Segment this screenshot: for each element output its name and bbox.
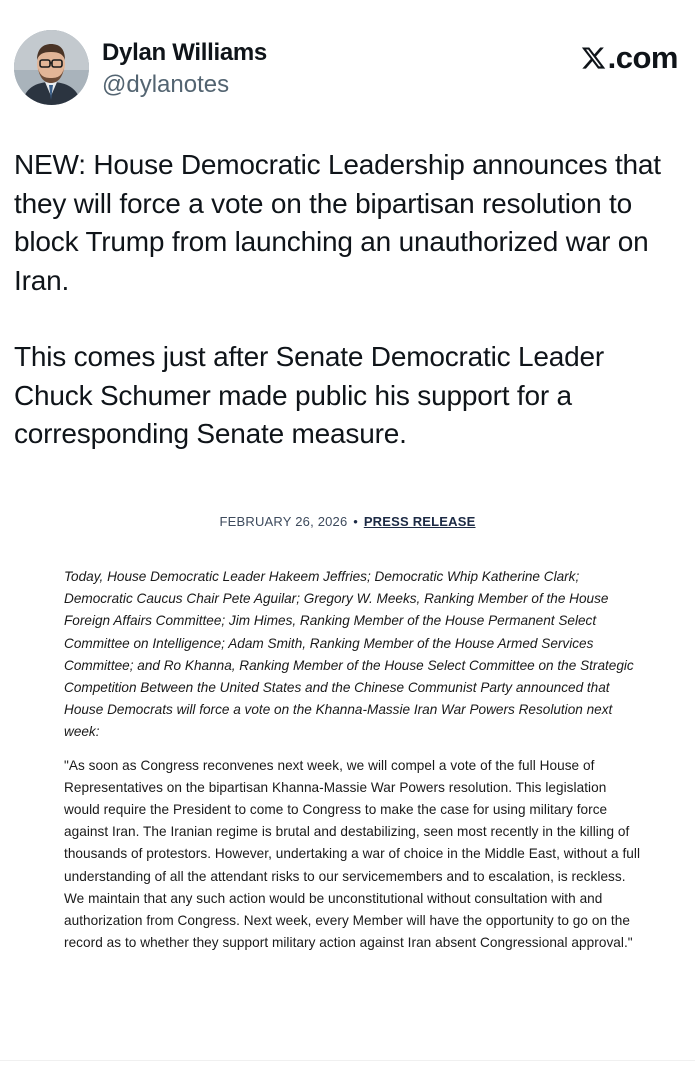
press-body: [64, 566, 644, 954]
author-handle[interactable]: @dylanotes: [102, 71, 230, 98]
press-intro: Today, House Democratic Leader Hakeem Jeffries; Democratic Whip Katherine Clark; Democratic Caucus Chair Pete Aguilar; Gregory W. Meeks, Ranking Member of the House Foreign Affairs Committee; Jim Himes, Ranking Member of the House Permanent Select Committee on Intelligence; Adam Smith, Ranking Member of the House Armed Services Committee; and Ro Khanna, Ranking Member of the House Select Committee on the Strategic Competition Between the United States and the Chinese Communist Party announced that House Democrats will force a vote on the Khanna-Massie Iran War Powers Resolution next week:: [64, 569, 634, 740]
x-logo-icon: [580, 45, 607, 71]
press-dateline: [0, 514, 695, 529]
press-quote: "As soon as Congress reconvenes next week, we will compel a vote of the full House of Representatives on the bipartisan Khanna-Massie War Powers resolution. This legislation would require the President to come to Congress to make the case for using military force against Iran. The Iranian regime is brutal and destabilizing, seen most recently in the killing of thousands of protestors. However, undertaking a war of choice in the Middle East, without a full understanding of all the attendant risks to our servicemembers and to escalation, is reckless. We maintain that any such action would be unconstitutional without consultation with and authorization from Congress. Next week, every Member will have the opportunity to go on the record as to whether they support military action against Iran absent Congressional approval.": [64, 757, 641, 951]
author-info: [102, 38, 267, 102]
tweet-paragraph: NEW: House Democratic Leadership announces that they will force a vote on the bipartisan resolution to block Trump from launching an unauthorized war on Iran.: [14, 149, 661, 296]
tweet-text: [14, 146, 679, 454]
press-release-link[interactable]: PRESS RELEASE: [363, 514, 476, 529]
avatar[interactable]: [14, 30, 89, 105]
press-release-image[interactable]: [0, 490, 695, 1061]
x-brand: [580, 40, 678, 76]
dateline-separator: •: [353, 514, 358, 529]
site-domain-text: .com: [607, 40, 678, 75]
press-date: FEBRUARY 26, 2026: [219, 514, 348, 529]
tweet-header: [14, 30, 678, 110]
tweet-paragraph: This comes just after Senate Democratic Leader Chuck Schumer made public his support for a corresponding Senate measure.: [14, 341, 604, 449]
author-name[interactable]: Dylan Williams: [102, 39, 267, 66]
